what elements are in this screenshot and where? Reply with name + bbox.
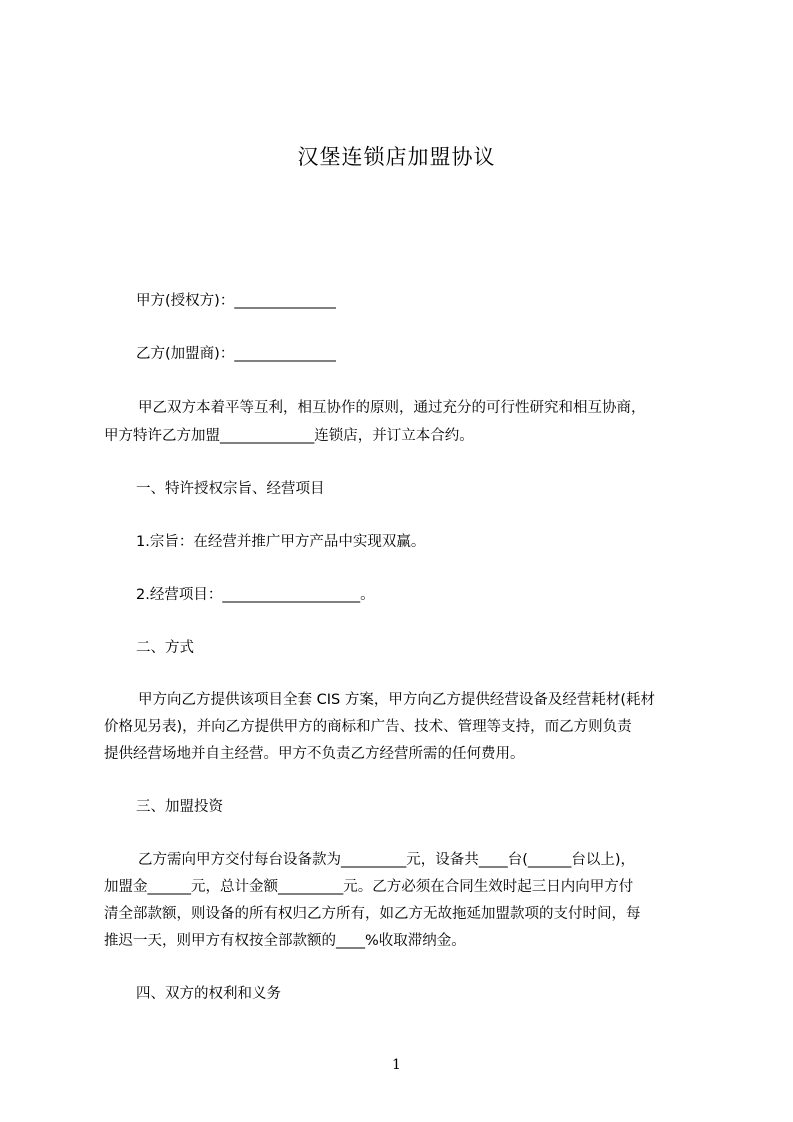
section-2-heading: 二、方式 [136,640,194,656]
document-title: 汉堡连锁店加盟协议 [297,145,496,169]
section-3-heading: 三、加盟投资 [136,799,223,815]
section-2-line-1: 甲方向乙方提供该项目全套 CIS 方案，甲方向乙方提供经营设备及经营耗材(耗材 [138,692,655,708]
section-2-line-2: 价格见另表)，并向乙方提供甲方的商标和广告、技术、管理等支持，而乙方则负责 [104,719,632,735]
section-3-line-2: 加盟金______元，总计金额_________元。乙方必须在合同生效时起三日内向甲方付 [104,879,634,895]
section-2-line-3: 提供经营场地并自主经营。甲方不负责乙方经营所需的任何费用。 [104,746,525,762]
section-4-heading: 四、双方的权利和义务 [136,986,281,1002]
section-1-heading: 一、特许授权宗旨、经营项目 [136,481,325,497]
party-b-line: 乙方(加盟商)：______________ [136,346,336,362]
page-number: 1 [392,1057,401,1073]
intro-line-2: 甲方特许乙方加盟_____________连锁店，并订立本合约。 [104,428,474,444]
section-3-line-1: 乙方需向甲方交付每台设备款为_________元，设备共____台(______台以上)， [138,852,636,868]
section-1-item-1: 1.宗旨：在经营并推广甲方产品中实现双赢。 [136,534,426,550]
party-a-line: 甲方(授权方)：______________ [136,293,336,309]
section-3-line-3: 清全部款额，则设备的所有权归乙方所有，如乙方无故拖延加盟款项的支付时间，每 [104,906,641,922]
section-1-item-2: 2.经营项目：___________________。 [136,587,375,603]
intro-line-1: 甲乙双方本着平等互利，相互协作的原则，通过充分的可行性研究和相互协商， [138,400,646,416]
section-3-line-4: 推迟一天，则甲方有权按全部款额的____%收取滞纳金。 [104,933,466,949]
